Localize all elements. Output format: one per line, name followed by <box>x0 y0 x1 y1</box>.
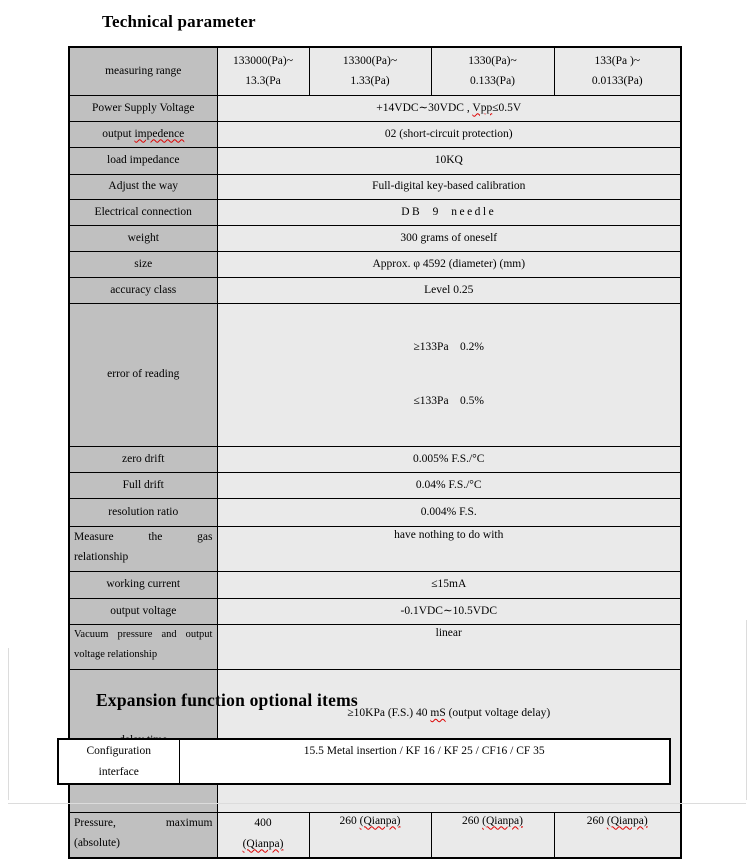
row-electrical-connection <box>69 199 681 225</box>
misspelled-word: mS <box>430 706 446 719</box>
cell-label: Power Supply Voltage <box>69 95 217 121</box>
pressure-value: 400 <box>254 816 272 829</box>
cell-value <box>179 739 670 784</box>
row-adjust-the-way <box>69 174 681 199</box>
cell-pressure-3 <box>431 812 554 858</box>
value-text: +14VDC∼30VDC , <box>376 101 473 114</box>
label-line-2: (absolute) <box>74 836 120 849</box>
page-edge-line-left <box>8 648 9 800</box>
cell-label: accuracy class <box>69 277 217 303</box>
label-line-1 <box>74 527 213 547</box>
cell-pressure-2 <box>309 812 431 858</box>
label-line-2: voltage relationship <box>74 648 158 660</box>
label-line-1 <box>74 625 213 645</box>
label-line-1 <box>74 813 213 833</box>
cell-label <box>69 526 217 571</box>
cell-label: load impedance <box>69 147 217 174</box>
label-text: output <box>102 127 135 140</box>
row-resolution-ratio <box>69 498 681 526</box>
page-edge-line-right <box>746 620 747 800</box>
cell-value: Level 0.25 <box>217 277 681 303</box>
label-word: the <box>148 530 163 543</box>
row-size <box>69 251 681 277</box>
value-text: ≥10KPa (F.S.) 40 <box>347 706 431 719</box>
cell-value: DB 9 needle <box>217 199 681 225</box>
misspelled-word: (Qianpa) <box>482 814 523 827</box>
cell-value <box>217 303 681 446</box>
cell-range-2 <box>309 47 431 95</box>
misspelled-word: (Qianpa) <box>242 837 284 850</box>
cell-label: Full drift <box>69 472 217 498</box>
cell-value: ≤15mA <box>217 571 681 598</box>
cell-range-4 <box>554 47 681 95</box>
error-line-1: ≥133Pa 0.2% <box>413 340 485 353</box>
cell-label: Adjust the way <box>69 174 217 199</box>
label-word: Measure <box>74 530 114 543</box>
misspelled-word: (Qianpa) <box>359 814 401 827</box>
cell-value: 300 grams of oneself <box>217 225 681 251</box>
row-vacuum-pressure-output <box>69 624 681 669</box>
label-word: and <box>161 628 177 640</box>
row-measuring-range <box>69 47 681 95</box>
row-zero-drift <box>69 446 681 472</box>
row-load-impedance <box>69 147 681 174</box>
cell-value: linear <box>217 624 681 669</box>
cell-pressure-1 <box>217 812 309 858</box>
row-accuracy-class <box>69 277 681 303</box>
label-word: maximum <box>165 816 213 829</box>
row-error-of-reading <box>69 303 681 446</box>
range-1-high: 133000(Pa)~ <box>233 55 293 68</box>
range-3-high: 1330(Pa)~ <box>468 55 517 68</box>
cell-label <box>69 812 217 858</box>
label-word: pressure <box>117 628 153 640</box>
label-word: gas <box>197 530 213 543</box>
range-3-low: 0.133(Pa) <box>469 75 516 88</box>
range-2-high: 13300(Pa)~ <box>342 55 398 68</box>
value-text: (output voltage delay) <box>445 706 551 719</box>
error-line-2: ≤133Pa 0.5% <box>413 395 485 408</box>
label-line-2: interface <box>98 766 139 778</box>
range-1-low: 13.3(Pa <box>245 75 281 88</box>
expansion-function-title: Expansion function optional items <box>96 690 358 710</box>
cell-range-1 <box>217 47 309 95</box>
row-full-drift <box>69 472 681 498</box>
pressure-value: 260 <box>586 814 607 827</box>
cell-label: working current <box>69 571 217 598</box>
cell-value: Full-digital key-based calibration <box>217 174 681 199</box>
misspelled-word: Vpp <box>472 101 493 114</box>
technical-parameter-title: Technical parameter <box>102 12 256 31</box>
cell-label: measuring range <box>69 47 217 95</box>
row-power-supply-voltage <box>69 95 681 121</box>
row-pressure-maximum <box>69 812 681 858</box>
label-line-1: Configuration <box>86 745 152 757</box>
cell-value <box>217 95 681 121</box>
cell-label: size <box>69 251 217 277</box>
value-text: 15.5 Metal insertion / KF 16 / KF 25 / CF16 / CF 35 <box>303 745 545 757</box>
cell-label: resolution ratio <box>69 498 217 526</box>
row-output-voltage <box>69 598 681 624</box>
cell-label: zero drift <box>69 446 217 472</box>
row-measure-gas-relationship <box>69 526 681 571</box>
cell-label <box>58 739 179 784</box>
cell-value: -0.1VDC∼10.5VDC <box>217 598 681 624</box>
cell-label: Electrical connection <box>69 199 217 225</box>
cell-label: error of reading <box>69 303 217 446</box>
cell-value: have nothing to do with <box>217 526 681 571</box>
row-working-current <box>69 571 681 598</box>
cell-value: 0.004% F.S. <box>217 498 681 526</box>
cell-label: output voltage <box>69 598 217 624</box>
label-word: Vacuum <box>74 628 109 640</box>
row-configuration-interface <box>58 739 670 784</box>
expansion-table <box>57 738 671 785</box>
misspelled-word: (Qianpa) <box>606 814 648 827</box>
cell-value: 0.005% F.S./°C <box>217 446 681 472</box>
range-2-low: 1.33(Pa) <box>350 75 390 88</box>
cell-value: 10KQ <box>217 147 681 174</box>
cell-pressure-4 <box>554 812 681 858</box>
label-word: Pressure, <box>74 816 116 829</box>
value-text: ≤0.5V <box>492 101 522 114</box>
row-weight <box>69 225 681 251</box>
range-4-high: 133(Pa )~ <box>594 55 640 68</box>
label-word: output <box>185 628 213 640</box>
page-edge-line-bottom <box>8 803 746 804</box>
cell-label: weight <box>69 225 217 251</box>
misspelled-word: impedence <box>134 127 185 140</box>
cell-value: Approx. φ 4592 (diameter) (mm) <box>217 251 681 277</box>
pressure-value: 260 <box>462 814 483 827</box>
range-4-low: 0.0133(Pa) <box>591 75 643 88</box>
cell-label <box>69 121 217 147</box>
cell-range-3 <box>431 47 554 95</box>
cell-label <box>69 624 217 669</box>
row-output-impedence <box>69 121 681 147</box>
cell-value: 02 (short-circuit protection) <box>217 121 681 147</box>
pressure-value: 260 <box>339 814 360 827</box>
label-line-2: relationship <box>74 550 129 563</box>
cell-value: 0.04% F.S./°C <box>217 472 681 498</box>
